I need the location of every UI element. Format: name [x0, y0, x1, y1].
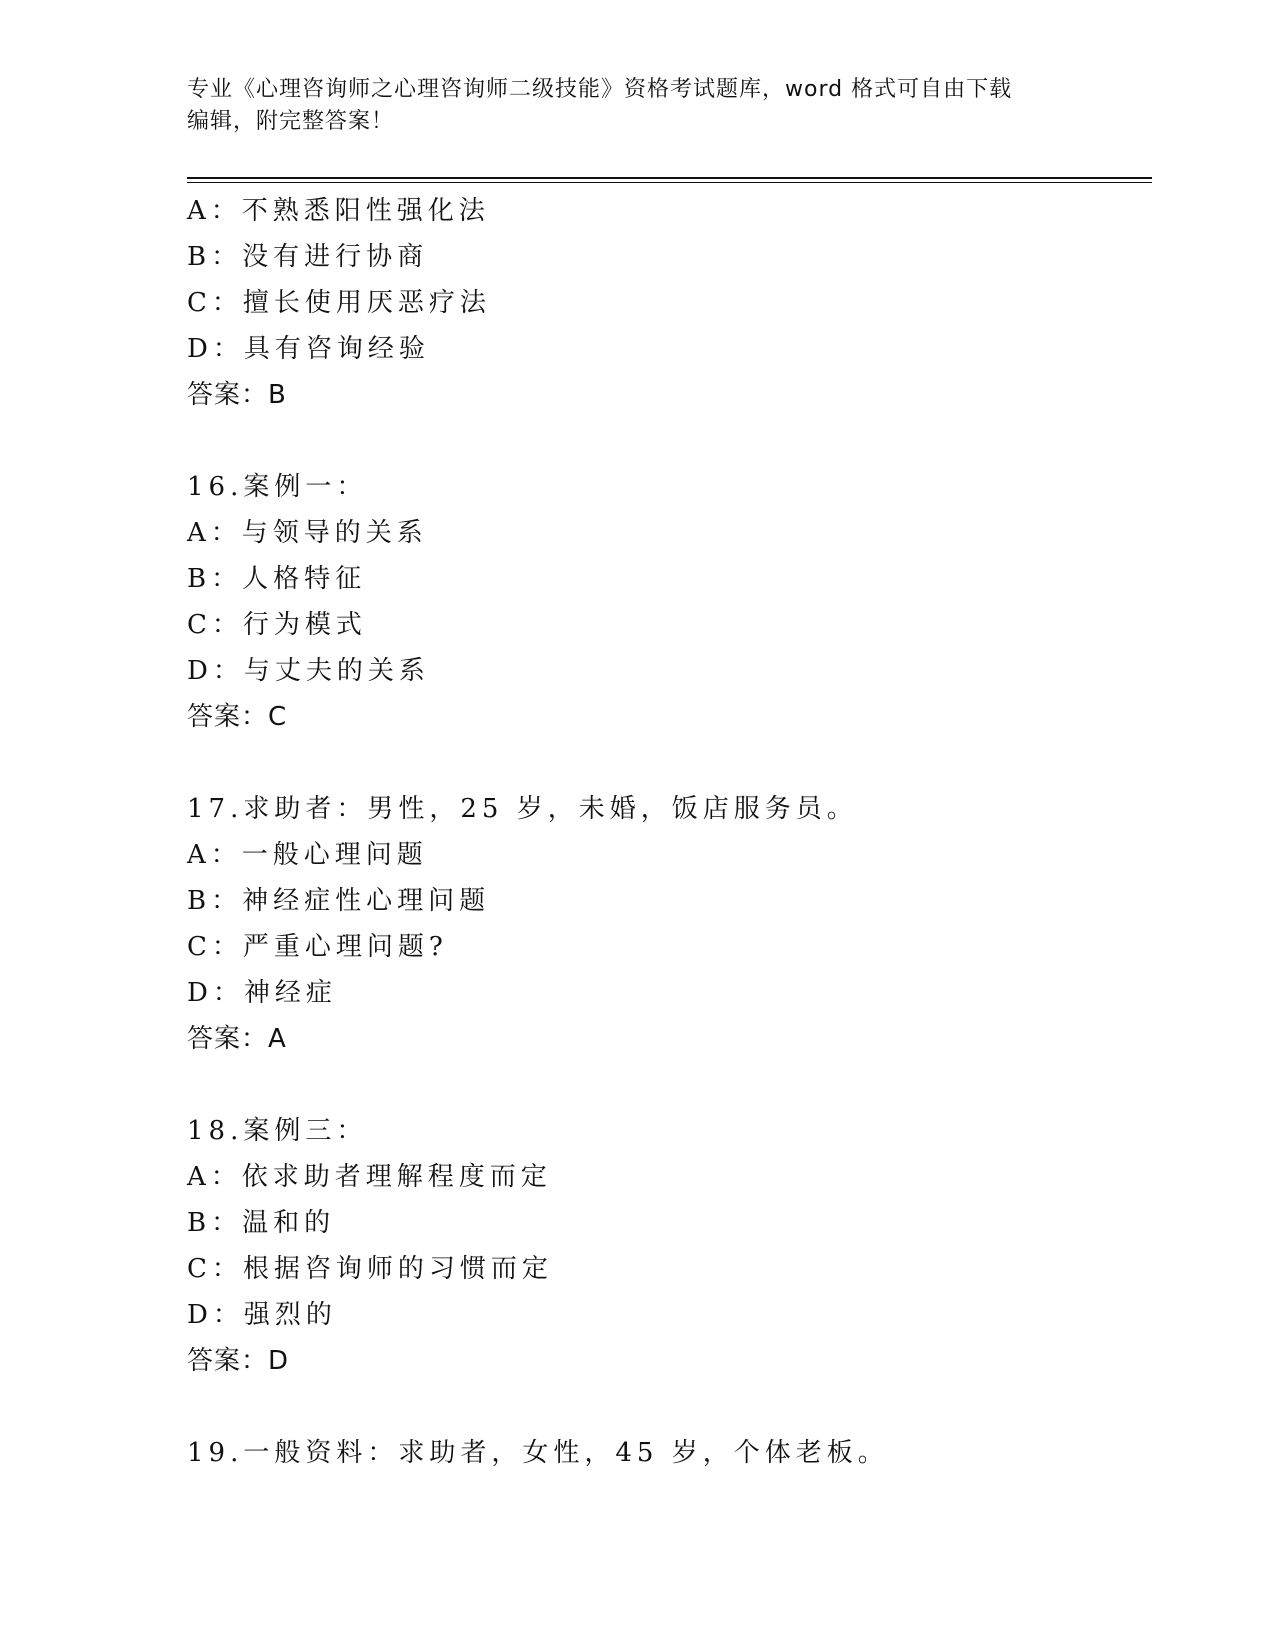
document-header	[187, 74, 1067, 138]
answer-line: 答案：C	[187, 702, 288, 732]
header-divider-thin	[187, 182, 1152, 183]
question-stem: 18.案例三：	[187, 1116, 368, 1146]
option-b: B：神经症性心理问题	[187, 886, 491, 916]
question-stem: 16.案例一：	[187, 472, 368, 502]
question-15-tail	[187, 188, 1152, 418]
question-list	[187, 188, 1152, 1476]
option-c: C：行为模式	[187, 610, 367, 640]
answer-line: 答案：A	[187, 1024, 287, 1054]
option-c: C：根据咨询师的习惯而定	[187, 1254, 553, 1284]
option-d: D：具有咨询经验	[187, 334, 430, 364]
option-b: B：没有进行协商	[187, 242, 429, 272]
question-19	[187, 1430, 1152, 1476]
question-18	[187, 1108, 1152, 1384]
header-line-2: 编辑，附完整答案！	[187, 109, 395, 134]
question-16	[187, 464, 1152, 740]
option-b: B：人格特征	[187, 564, 367, 594]
question-17	[187, 786, 1152, 1062]
option-d: D：神经症	[187, 978, 337, 1008]
option-b: B：温和的	[187, 1208, 336, 1238]
answer-line: 答案：B	[187, 380, 287, 410]
question-stem: 19.一般资料：求助者，女性，45 岁，个体老板。	[187, 1438, 889, 1468]
question-spacer	[187, 1384, 1152, 1430]
question-stem: 17.求助者：男性，25 岁，未婚，饭店服务员。	[187, 794, 858, 824]
option-a: A：不熟悉阳性强化法	[187, 196, 490, 226]
header-divider-thick	[187, 177, 1152, 179]
question-spacer	[187, 1062, 1152, 1108]
option-c: C：严重心理问题?	[187, 932, 448, 962]
option-c: C：擅长使用厌恶疗法	[187, 288, 491, 318]
option-a: A：与领导的关系	[187, 518, 428, 548]
option-d: D：与丈夫的关系	[187, 656, 430, 686]
option-d: D：强烈的	[187, 1300, 337, 1330]
question-spacer	[187, 418, 1152, 464]
question-spacer	[187, 740, 1152, 786]
option-a: A：一般心理问题	[187, 840, 428, 870]
header-line-1: 专业《心理咨询师之心理咨询师二级技能》资格考试题库，word 格式可自由下载	[187, 77, 1013, 102]
answer-line: 答案：D	[187, 1346, 290, 1376]
option-a: A：依求助者理解程度而定	[187, 1162, 552, 1192]
